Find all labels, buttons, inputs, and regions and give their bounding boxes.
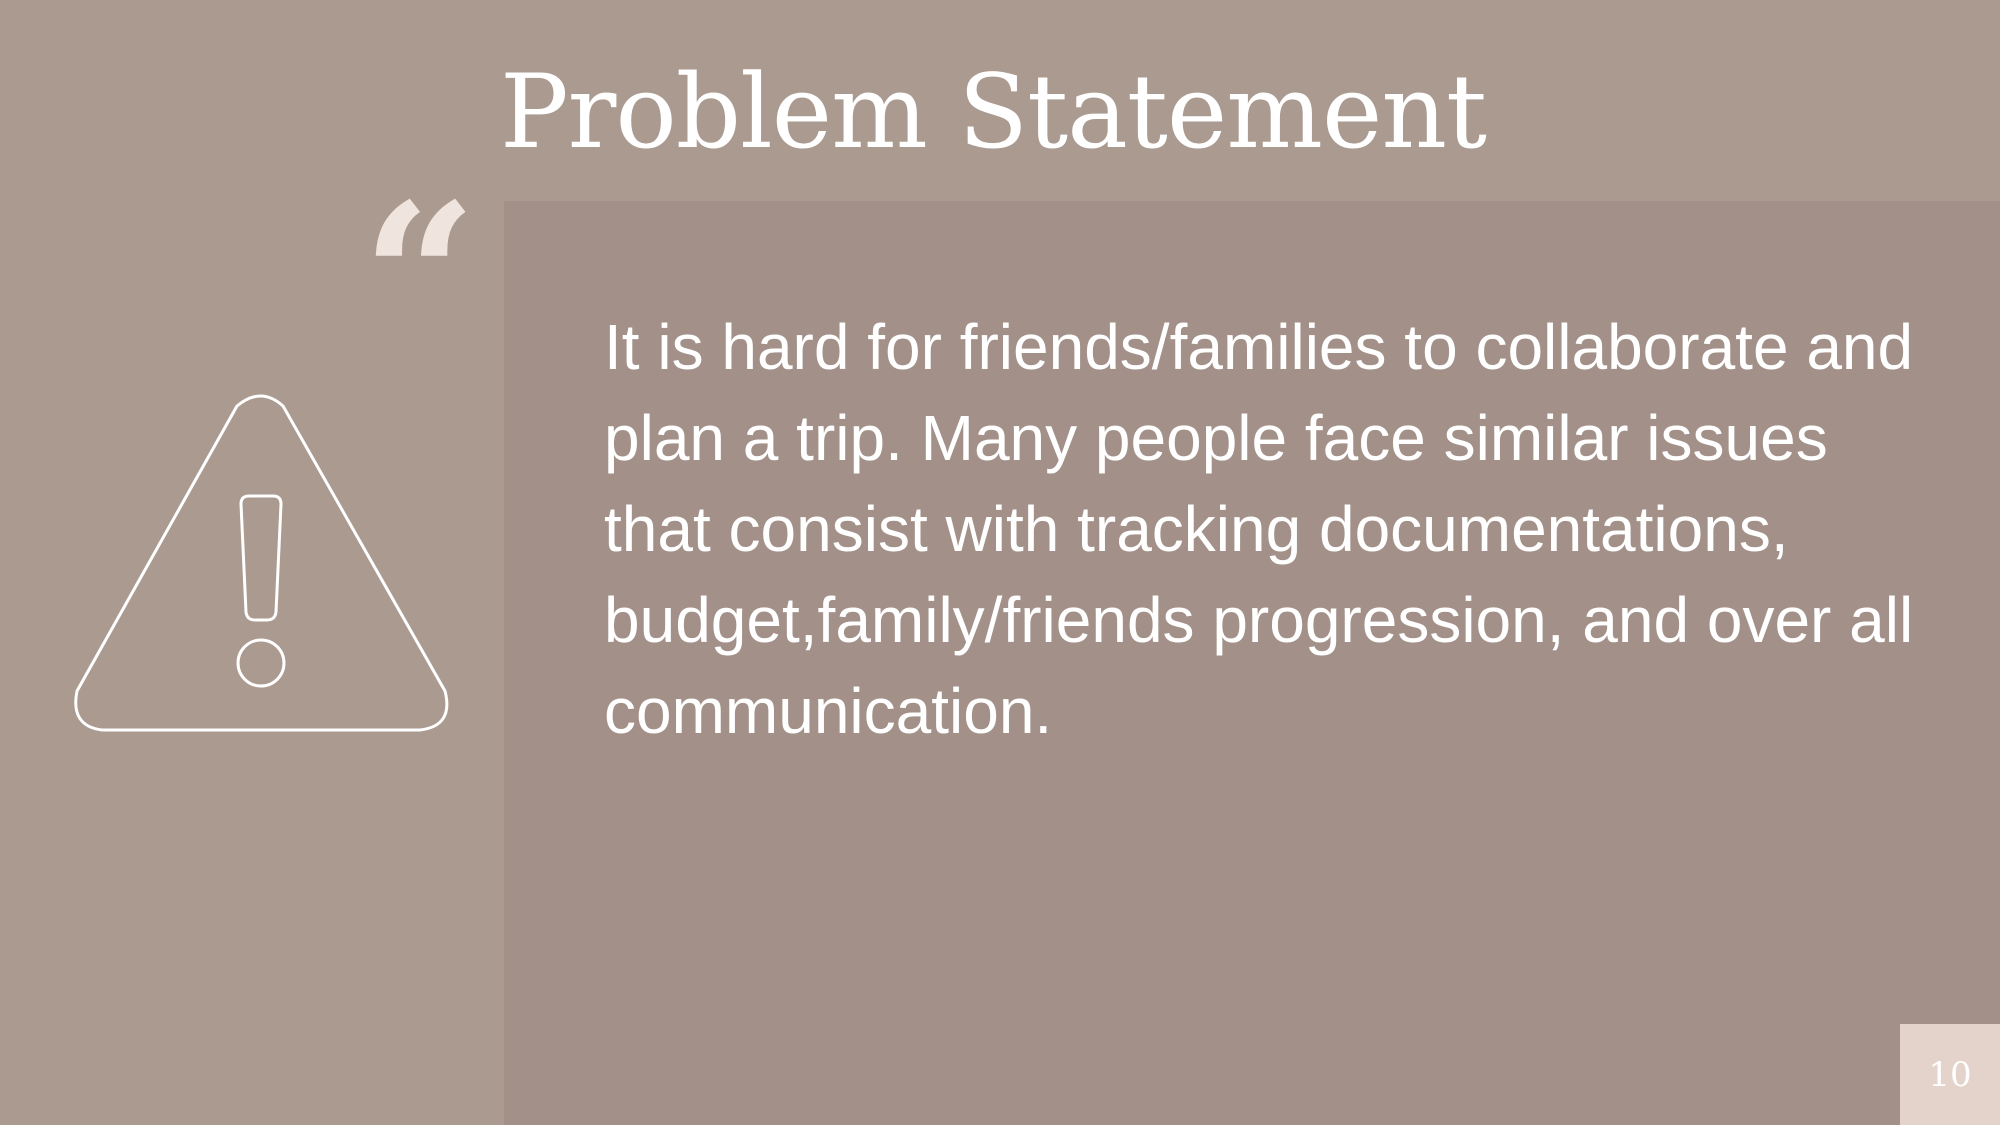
page-title: Problem Statement: [500, 53, 1487, 172]
warning-triangle-icon: [68, 394, 454, 732]
problem-statement-text: It is hard for friends/families to collaborate and plan a trip. Many people face similar issues that consist with tracking documentations, budget,family/friends progression, and over all communication.: [604, 311, 1914, 747]
page-number: 10: [1928, 1054, 1972, 1095]
page-number-badge: [1900, 1024, 2000, 1125]
quote-icon: “: [362, 160, 478, 395]
